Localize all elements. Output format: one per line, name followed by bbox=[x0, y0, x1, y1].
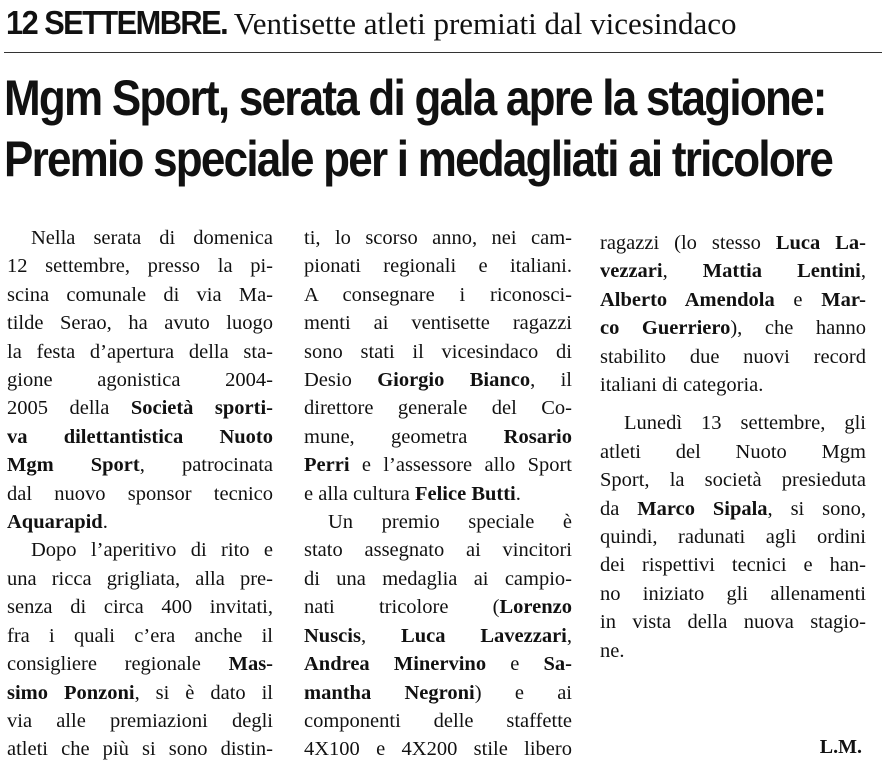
text-line: Sport, la società presieduta bbox=[600, 469, 866, 492]
bold-name: Mas- bbox=[228, 653, 273, 676]
text-span: Desio bbox=[304, 369, 378, 392]
text-span: e l’assessore allo Sport bbox=[349, 454, 572, 477]
text-span: e bbox=[486, 653, 544, 676]
kicker bbox=[6, 4, 878, 48]
text-line bbox=[304, 593, 572, 621]
text-line: quindi, radunati agli ordini bbox=[600, 526, 866, 549]
bold-name: simo Ponzoni bbox=[7, 681, 135, 704]
text-span: nati tricolore ( bbox=[304, 596, 500, 619]
text-line: una ricca grigliata, alla pre- bbox=[7, 567, 273, 590]
text-line bbox=[304, 679, 572, 707]
text-line bbox=[304, 480, 572, 508]
text-line: direttore generale del Co- bbox=[304, 397, 572, 420]
bold-name: Luca La- bbox=[775, 232, 866, 254]
bold-name: Mar- bbox=[821, 288, 866, 311]
bold-name: Mgm Sport bbox=[7, 454, 140, 477]
text-line bbox=[304, 622, 572, 650]
bold-name: mantha Negroni bbox=[304, 681, 475, 704]
bold-name: vezzari bbox=[600, 260, 663, 283]
text-line: italiani di categoria. bbox=[600, 374, 764, 397]
text-line bbox=[600, 314, 866, 342]
text-line bbox=[304, 366, 572, 394]
text-line bbox=[7, 451, 273, 479]
text-line: 4X100 e 4X200 stile libero bbox=[304, 738, 572, 761]
text-line: dei rispettivi tecnici e han- bbox=[600, 554, 866, 577]
text-line: ti, lo scorso anno, nei cam- bbox=[304, 227, 572, 249]
text-span: , bbox=[860, 260, 866, 283]
bold-name: Felice Butti bbox=[414, 482, 516, 505]
text-line: A consegnare i riconosci- bbox=[304, 283, 572, 306]
kicker-date-label: 12 SETTEMBRE. bbox=[6, 4, 228, 41]
text-span: e bbox=[774, 288, 822, 311]
headline bbox=[4, 68, 884, 190]
text-line bbox=[600, 495, 866, 523]
text-span: , si sono, bbox=[767, 497, 867, 520]
text-line bbox=[600, 286, 866, 314]
text-line: atleti che più si sono distin- bbox=[7, 738, 273, 761]
text-line: Dopo l’aperitivo di rito e bbox=[31, 539, 273, 562]
text-line: fra i quali c’era anche il bbox=[7, 624, 273, 647]
text-line: sono stati il vicesindaco di bbox=[304, 340, 572, 363]
bold-name: Aquarapid bbox=[7, 511, 103, 534]
bold-name: Società sporti- bbox=[130, 397, 273, 420]
text-line: Un premio speciale è bbox=[328, 511, 572, 534]
text-line: Lunedì 13 settembre, gli bbox=[624, 412, 866, 435]
text-span: . bbox=[102, 511, 108, 534]
text-line: gione agonistica 2004- bbox=[7, 369, 273, 392]
text-line: componenti delle staffette bbox=[304, 709, 572, 732]
text-span: , bbox=[360, 624, 402, 647]
text-span: , bbox=[566, 624, 572, 647]
text-line bbox=[7, 679, 273, 707]
text-line: ne. bbox=[600, 639, 625, 662]
article-column-3 bbox=[600, 229, 866, 665]
bold-name: va dilettantistica Nuoto bbox=[7, 425, 273, 448]
text-line bbox=[7, 423, 273, 451]
text-span: ), che hanno bbox=[730, 317, 866, 340]
text-line: 12 settembre, presso la pi- bbox=[7, 255, 273, 278]
text-span: , il bbox=[530, 369, 572, 392]
bold-name: Marco Sipala bbox=[637, 497, 768, 520]
text-line: in vista della nuova stagio- bbox=[600, 611, 866, 634]
bold-name: Alberto Amendola bbox=[600, 288, 775, 311]
bold-name: Rosario bbox=[503, 425, 572, 448]
text-line bbox=[7, 394, 273, 422]
kicker-subtitle: Ventisette atleti premiati dal vicesindaco bbox=[233, 6, 737, 41]
text-span: consigliere regionale bbox=[7, 653, 229, 676]
text-line: di una medaglia ai campio- bbox=[304, 567, 572, 590]
bold-name: Perri bbox=[304, 454, 350, 477]
text-line: stato assegnato ai vincitori bbox=[304, 539, 572, 562]
text-span: , patrocinata bbox=[139, 454, 273, 477]
text-line bbox=[304, 650, 572, 678]
bold-name: Nuscis bbox=[304, 624, 361, 647]
text-span: da bbox=[600, 497, 638, 520]
text-line: scina comunale di via Ma- bbox=[7, 283, 273, 306]
article-column-2 bbox=[304, 224, 572, 764]
text-line bbox=[304, 423, 572, 451]
text-line bbox=[304, 451, 572, 479]
bold-name: co Guerriero bbox=[600, 317, 731, 340]
text-line: pionati regionali e italiani. bbox=[304, 255, 572, 278]
bold-name: Giorgio Bianco bbox=[377, 369, 531, 392]
bold-name: Sa- bbox=[543, 653, 572, 676]
text-span: 2005 della bbox=[7, 397, 131, 420]
text-line: via alle premiazioni degli bbox=[7, 709, 273, 732]
text-line: tilde Serao, ha avuto luogo bbox=[7, 312, 273, 335]
text-line bbox=[7, 508, 273, 536]
headline-line-1: Mgm Sport, serata di gala apre la stagione: bbox=[4, 70, 826, 126]
text-line bbox=[600, 229, 866, 257]
text-line: no iniziato gli allenamenti bbox=[600, 582, 866, 605]
author-signature: L.M. bbox=[819, 736, 862, 758]
text-line: stabilito due nuovi record bbox=[600, 345, 866, 368]
bold-name: Luca Lavezzari bbox=[401, 624, 567, 647]
text-span: mune, geometra bbox=[304, 425, 504, 448]
text-span: , si è dato il bbox=[134, 681, 273, 704]
text-line bbox=[600, 257, 866, 285]
text-span: , bbox=[662, 260, 703, 283]
article-column-1 bbox=[7, 224, 273, 764]
text-line: atleti del Nuoto Mgm bbox=[600, 440, 866, 463]
text-line: dal nuovo sponsor tecnico bbox=[7, 482, 273, 505]
text-span: ) e ai bbox=[474, 681, 572, 704]
bold-name: Mattia Lentini bbox=[702, 260, 861, 283]
text-span: e alla cultura bbox=[304, 482, 415, 505]
text-line bbox=[7, 650, 273, 678]
text-span: ragazzi (lo stesso bbox=[600, 232, 776, 254]
text-line: senza di circa 400 invitati, bbox=[7, 596, 273, 619]
bold-name: Lorenzo bbox=[499, 596, 572, 619]
text-line: la festa d’apertura della sta- bbox=[7, 340, 273, 363]
bold-name: Andrea Minervino bbox=[304, 653, 487, 676]
text-line: menti ai ventisette ragazzi bbox=[304, 312, 572, 335]
text-line: Nella serata di domenica bbox=[31, 227, 273, 249]
kicker-divider bbox=[4, 52, 882, 53]
headline-line-2: Premio speciale per i medagliati ai tricolore bbox=[4, 131, 833, 187]
text-span: . bbox=[515, 482, 521, 505]
